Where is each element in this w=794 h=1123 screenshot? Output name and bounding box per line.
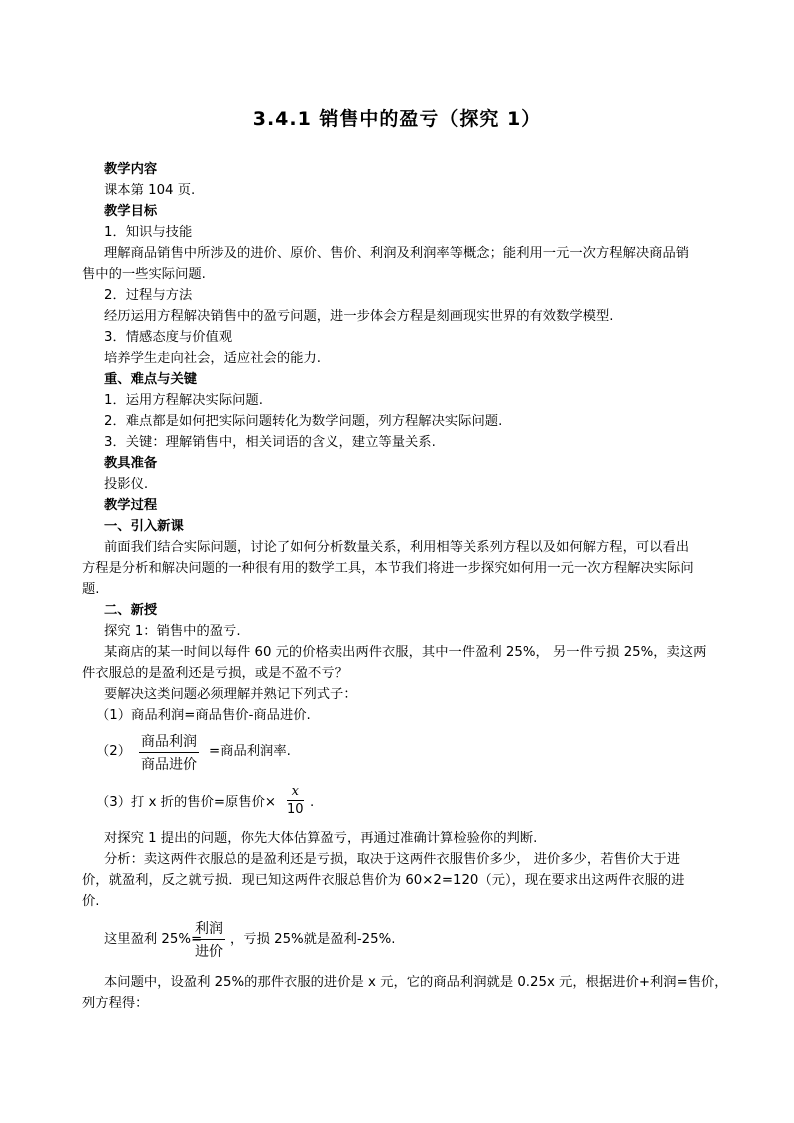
final-line2: 列方程得： (82, 996, 149, 1011)
analysis-line2: 价，就盈利，反之就亏损．现已知这两件衣服总售价为 60×2=120（元），现在要求出这两件衣服的进 (82, 873, 685, 888)
formula-2-numerator: 商品利润 (139, 731, 199, 753)
here-prefix: 这里盈利 25%= (104, 932, 203, 947)
here-numerator: 利润 (193, 918, 225, 940)
goals-heading: 教学目标 (104, 204, 158, 219)
analysis-line1: 分析：卖这两件衣服总的是盈利还是亏损，取决于这两件衣服售价多少， 进价多少，若售价大于进 (104, 852, 680, 867)
key-item-2: 2．难点都是如何把实际问题转化为数学问题，列方程解决实际问题. (104, 414, 503, 429)
key-heading: 重、难点与关键 (104, 372, 198, 387)
section1-heading: 一、引入新课 (104, 519, 184, 534)
section1-line1: 前面我们结合实际问题，讨论了如何分析数量关系，利用相等关系列方程以及如何解方程，可以看出 (104, 540, 690, 555)
tools-text: 投影仪. (104, 477, 149, 492)
formula-3-fraction (287, 784, 304, 817)
here-suffix: ，亏损 25%就是盈利-25%. (230, 932, 396, 947)
goal3-title: 3．情感态度与价值观 (104, 330, 233, 345)
formula-3-prefix: （3）打 x 折的售价=原售价× (96, 795, 277, 810)
section2-heading: 二、新授 (104, 603, 158, 618)
formula-2-prefix: （2） (96, 744, 132, 759)
formula-3-numerator: x (287, 784, 304, 801)
goal1-text-line2: 售中的一些实际问题. (82, 267, 206, 282)
formula-3-suffix: . (310, 795, 315, 810)
formula-1: （1）商品利润=商品售价-商品进价. (96, 708, 311, 723)
content-text: 课本第 104 页. (104, 183, 196, 198)
key-item-1: 1．运用方程解决实际问题. (104, 393, 263, 408)
goal1-title: 1．知识与技能 (104, 225, 193, 240)
problem-line1: 某商店的某一时间以每件 60 元的价格卖出两件衣服，其中一件盈利 25%， 另一件亏损 25%，卖这两 (104, 645, 707, 660)
formula-3-denominator: 10 (287, 802, 304, 817)
need-text: 要解决这类问题必须理解并熟记下列式子： (104, 687, 357, 702)
goal1-text-line1: 理解商品销售中所涉及的进价、原价、售价、利润及利润率等概念；能利用一元一次方程解决商品销 (104, 246, 690, 261)
key-item-3: 3．关键：理解销售中，相关词语的含义，建立等量关系. (104, 435, 436, 450)
explore-title: 探究 1：销售中的盈亏. (104, 624, 241, 639)
section1-line2: 方程是分析和解决问题的一种很有用的数学工具，本节我们将进一步探究如何用一元一次方程解决实际问 (82, 561, 694, 576)
problem-line2: 件衣服总的是盈利还是亏损，或是不盈不亏？ (82, 666, 348, 681)
formula-2-suffix: =商品利润率. (209, 744, 291, 759)
content-heading: 教学内容 (104, 162, 158, 177)
tools-heading: 教具准备 (104, 456, 158, 471)
goal2-title: 2．过程与方法 (104, 288, 193, 303)
page-title: 3.4.1 销售中的盈亏（探究 1） (252, 108, 542, 130)
estimate-text: 对探究 1 提出的问题，你先大体估算盈亏，再通过准确计算检验你的判断. (104, 831, 538, 846)
here-denominator: 进价 (195, 944, 223, 960)
here-fraction (193, 918, 225, 961)
process-heading: 教学过程 (104, 498, 158, 513)
goal2-text: 经历运用方程解决销售中的盈亏问题，进一步体会方程是刻画现实世界的有效数学模型. (104, 309, 614, 324)
formula-2-denominator: 商品进价 (141, 757, 197, 773)
analysis-line3: 价. (82, 894, 100, 909)
formula-2-fraction (139, 731, 199, 774)
final-line1: 本问题中，设盈利 25%的那件衣服的进价是 x 元，它的商品利润就是 0.25x 元，根据进价+利润=售价， (104, 975, 728, 990)
section1-line3: 题. (82, 582, 100, 597)
goal3-text: 培养学生走向社会，适应社会的能力. (104, 351, 321, 366)
